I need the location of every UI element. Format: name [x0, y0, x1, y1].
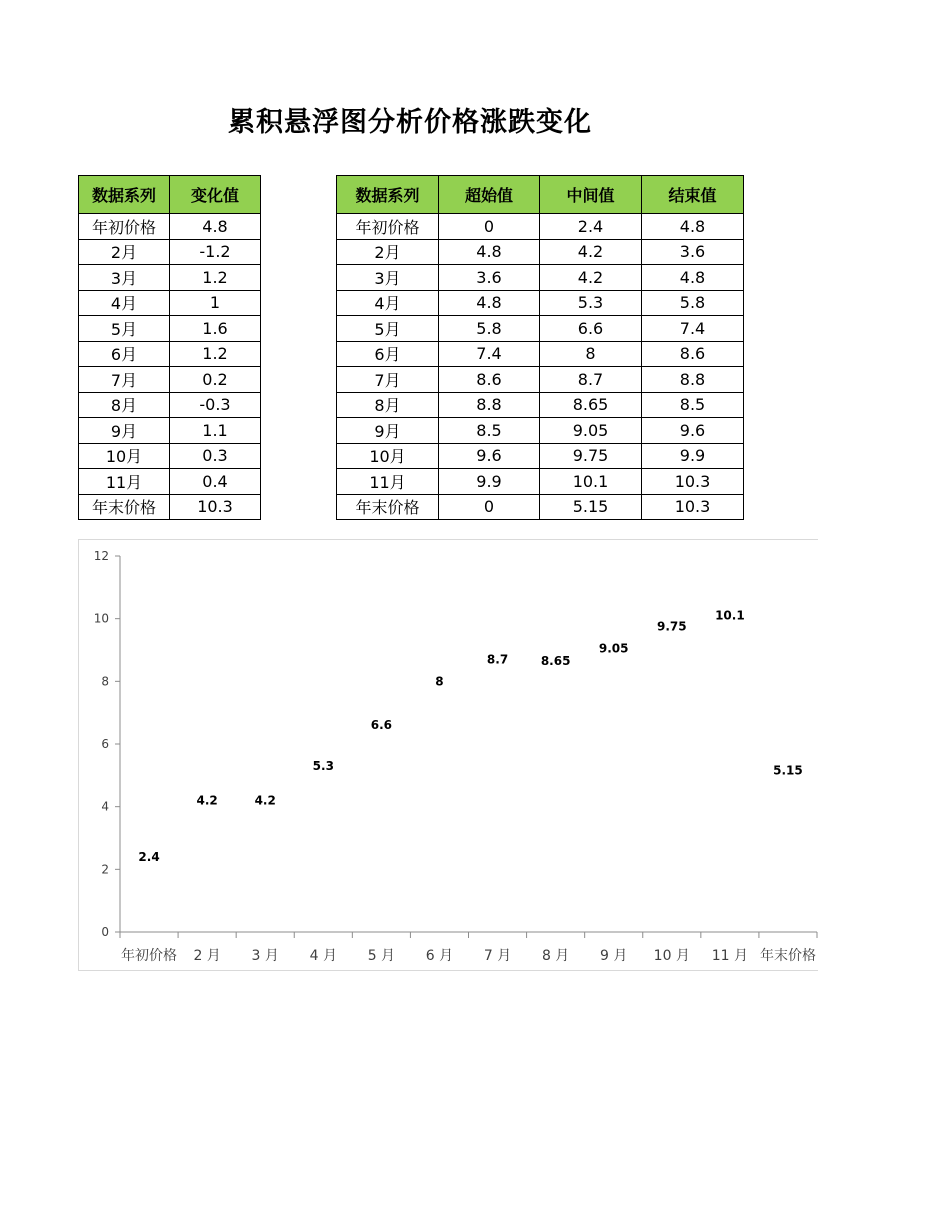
table-cell: 3月 [79, 265, 170, 291]
table-cell: 9.75 [540, 443, 642, 469]
table-cell: 5.8 [642, 290, 744, 316]
x-tick-label: 9 月 [600, 948, 628, 964]
table-row [79, 418, 261, 444]
table-cell: 1.2 [170, 265, 261, 291]
table-cell: 8.6 [642, 341, 744, 367]
table-row [79, 392, 261, 418]
table-row [337, 367, 744, 393]
table-header-row [79, 176, 261, 214]
table-cell: 6.6 [540, 316, 642, 342]
header-start: 超始值 [439, 176, 540, 214]
table-cell: 10月 [337, 443, 439, 469]
table-cell: 3.6 [439, 265, 540, 291]
table-row [337, 341, 744, 367]
table-row [79, 367, 261, 393]
header-series: 数据系列 [79, 176, 170, 214]
data-label: 8 [435, 674, 444, 689]
table-cell: 年末价格 [79, 494, 170, 520]
table-cell: 9.6 [439, 443, 540, 469]
table-cell: 9月 [79, 418, 170, 444]
table-row [79, 494, 261, 520]
table-row [79, 469, 261, 495]
x-tick-label: 3 月 [251, 948, 279, 964]
table-cell: 4月 [337, 290, 439, 316]
table-cell: 2月 [337, 239, 439, 265]
x-tick-label: 年初价格 [121, 948, 178, 964]
data-label: 9.05 [598, 641, 629, 656]
table-cell: 8.6 [439, 367, 540, 393]
table-cell: 4.2 [540, 265, 642, 291]
table-row [337, 316, 744, 342]
table-row [79, 290, 261, 316]
x-tick-label: 10 月 [653, 948, 690, 964]
data-label: 6.6 [370, 718, 393, 733]
table-cell: 8.8 [439, 392, 540, 418]
y-tick-label: 10 [93, 611, 109, 626]
float-value-table [336, 175, 744, 520]
table-cell: 4.8 [439, 239, 540, 265]
table-row [79, 265, 261, 291]
x-tick-label: 5 月 [367, 948, 396, 964]
data-label: 2.4 [138, 849, 160, 864]
table-row [337, 392, 744, 418]
table-cell: 10.3 [642, 469, 744, 495]
table-cell: 9.6 [642, 418, 744, 444]
table-cell: 8.5 [642, 392, 744, 418]
table-cell: 4.8 [642, 265, 744, 291]
table-cell: 8.8 [642, 367, 744, 393]
table-cell: 9月 [337, 418, 439, 444]
data-label: 4.2 [254, 793, 276, 808]
table-cell: 0.4 [170, 469, 261, 495]
table-cell: 3月 [337, 265, 439, 291]
table-cell: 1 [170, 290, 261, 316]
y-tick-label: 0 [101, 925, 109, 939]
data-label: 5.3 [312, 758, 334, 773]
table-cell: 7.4 [439, 341, 540, 367]
table-cell: 7.4 [642, 316, 744, 342]
x-tick-label: 7 月 [483, 948, 512, 964]
table-row [337, 494, 744, 520]
data-label: 9.75 [656, 619, 687, 634]
table-cell: 8 [540, 341, 642, 367]
chart-canvas [79, 540, 818, 971]
table-cell: 11月 [337, 469, 439, 495]
x-tick-label: 2 月 [193, 948, 221, 964]
y-tick-label: 8 [101, 674, 109, 689]
table-cell: 年初价格 [79, 214, 170, 240]
table-row [79, 443, 261, 469]
header-series: 数据系列 [337, 176, 439, 214]
table-cell: 0 [439, 494, 540, 520]
table-cell: 8.5 [439, 418, 540, 444]
y-tick-label: 12 [93, 549, 109, 563]
table-cell: 7月 [79, 367, 170, 393]
table-cell: 2月 [79, 239, 170, 265]
page-title: 累积悬浮图分析价格涨跌变化 [228, 107, 592, 138]
table-cell: 4.8 [642, 214, 744, 240]
change-value-table [78, 175, 261, 520]
table-cell: 10.1 [540, 469, 642, 495]
table-cell: 8月 [79, 392, 170, 418]
header-middle: 中间值 [540, 176, 642, 214]
table-cell: 10月 [79, 443, 170, 469]
table-cell: 4.2 [540, 239, 642, 265]
table-cell: 9.05 [540, 418, 642, 444]
table-cell: 0.2 [170, 367, 261, 393]
header-change: 变化值 [170, 176, 261, 214]
table-row [337, 443, 744, 469]
table-cell: 10.3 [170, 494, 261, 520]
table-row [79, 214, 261, 240]
table-cell: 6月 [79, 341, 170, 367]
x-tick-label: 4 月 [309, 948, 337, 964]
y-tick-label: 4 [101, 799, 109, 814]
float-chart[interactable] [78, 539, 818, 971]
table-cell: 9.9 [642, 443, 744, 469]
table-cell: 8月 [337, 392, 439, 418]
table-cell: 年初价格 [337, 214, 439, 240]
data-label: 10.1 [715, 608, 745, 623]
table-cell: 1.2 [170, 341, 261, 367]
table-cell: -1.2 [170, 239, 261, 265]
data-label: 4.2 [196, 793, 218, 808]
table-row [337, 469, 744, 495]
data-label: 8.65 [540, 653, 571, 668]
table-row [337, 418, 744, 444]
table-row [337, 265, 744, 291]
data-label: 5.15 [773, 763, 803, 778]
data-label: 8.7 [486, 652, 509, 667]
table-row [79, 239, 261, 265]
table-row [337, 239, 744, 265]
table-cell: 4.8 [170, 214, 261, 240]
x-tick-label: 8 月 [541, 948, 570, 964]
table-row [79, 316, 261, 342]
table-cell: 4.8 [439, 290, 540, 316]
header-end: 结束值 [642, 176, 744, 214]
x-tick-label: 6 月 [425, 948, 454, 964]
y-tick-label: 2 [101, 862, 109, 877]
table-cell: 6月 [337, 341, 439, 367]
table-cell: 1.1 [170, 418, 261, 444]
table-cell: 3.6 [642, 239, 744, 265]
table-cell: 0 [439, 214, 540, 240]
table-cell: 5月 [337, 316, 439, 342]
table-cell: 9.9 [439, 469, 540, 495]
table-cell: 年末价格 [337, 494, 439, 520]
table-cell: 8.7 [540, 367, 642, 393]
table-row [337, 290, 744, 316]
table-cell: 1.6 [170, 316, 261, 342]
table-cell: 4月 [79, 290, 170, 316]
table-cell: 5月 [79, 316, 170, 342]
table-row [79, 341, 261, 367]
table-cell: 7月 [337, 367, 439, 393]
x-tick-label: 11 月 [711, 948, 749, 964]
table-header-row [337, 176, 744, 214]
table-cell: 5.15 [540, 494, 642, 520]
table-row [337, 214, 744, 240]
table-cell: 5.3 [540, 290, 642, 316]
table-cell: 10.3 [642, 494, 744, 520]
x-tick-label: 年末价格 [759, 948, 816, 964]
table-cell: 11月 [79, 469, 170, 495]
table-cell: 0.3 [170, 443, 261, 469]
table-cell: 2.4 [540, 214, 642, 240]
table-cell: 5.8 [439, 316, 540, 342]
y-tick-label: 6 [101, 737, 109, 751]
table-cell: -0.3 [170, 392, 261, 418]
table-cell: 8.65 [540, 392, 642, 418]
